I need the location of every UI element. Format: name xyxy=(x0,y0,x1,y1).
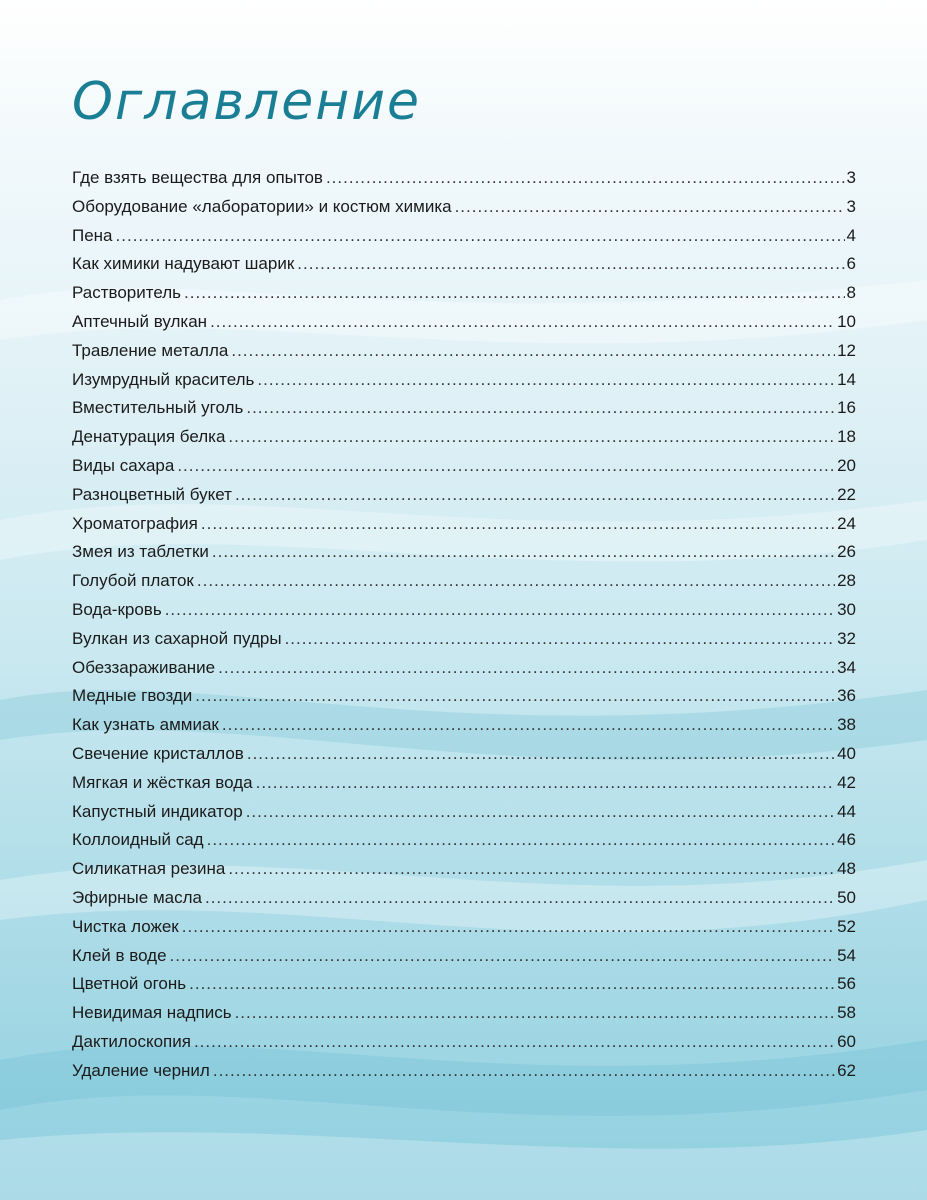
toc-entry-title: Денатурация белка xyxy=(72,427,226,447)
toc-entry-page: 6 xyxy=(846,254,856,274)
toc-entry[interactable] xyxy=(72,917,856,946)
toc-entry[interactable] xyxy=(72,485,856,514)
toc-entry-title: Мягкая и жёсткая вода xyxy=(72,772,253,792)
dot-leader xyxy=(210,312,835,332)
toc-entry-title: Разноцветный букет xyxy=(72,484,232,504)
toc-entry-page: 58 xyxy=(837,1003,856,1023)
page-title: Оглавление xyxy=(72,72,422,132)
toc-entry-page: 36 xyxy=(837,686,856,706)
toc-entry[interactable] xyxy=(72,197,856,226)
dot-leader xyxy=(218,658,835,678)
dot-leader xyxy=(194,1032,835,1052)
dot-leader xyxy=(170,946,836,966)
dot-leader xyxy=(189,974,835,994)
dot-leader xyxy=(184,283,845,303)
dot-leader xyxy=(116,226,845,246)
dot-leader xyxy=(326,168,845,188)
toc-entry-page: 60 xyxy=(837,1031,856,1051)
toc-entry[interactable] xyxy=(72,398,856,427)
toc-entry-title: Медные гвозди xyxy=(72,686,193,706)
toc-entry[interactable] xyxy=(72,888,856,917)
dot-leader xyxy=(235,485,835,505)
toc-entry-page: 34 xyxy=(837,657,856,677)
toc-entry[interactable] xyxy=(72,456,856,485)
toc-entry-title: Аптечный вулкан xyxy=(72,311,208,331)
toc-entry-title: Пена xyxy=(72,225,113,245)
toc-entry-page: 32 xyxy=(837,628,856,648)
dot-leader xyxy=(246,398,835,418)
dot-leader xyxy=(205,888,835,908)
toc-entry-title: Голубой платок xyxy=(72,571,194,591)
toc-entry[interactable] xyxy=(72,974,856,1003)
toc-entry[interactable] xyxy=(72,370,856,399)
toc-entry-page: 44 xyxy=(837,801,856,821)
dot-leader xyxy=(222,715,835,735)
toc-entry[interactable] xyxy=(72,168,856,197)
dot-leader xyxy=(177,456,835,476)
toc-entry[interactable] xyxy=(72,341,856,370)
toc-entry-page: 12 xyxy=(837,340,856,360)
toc-entry-title: Вместительный уголь xyxy=(72,398,244,418)
toc-entry[interactable] xyxy=(72,312,856,341)
dot-leader xyxy=(246,802,835,822)
toc-entry-title: Клей в воде xyxy=(72,945,167,965)
table-of-contents xyxy=(72,168,856,1090)
dot-leader xyxy=(165,600,835,620)
toc-entry[interactable] xyxy=(72,859,856,888)
toc-entry-page: 10 xyxy=(837,311,856,331)
toc-entry[interactable] xyxy=(72,946,856,975)
toc-entry-title: Где взять вещества для опытов xyxy=(72,168,323,187)
toc-entry[interactable] xyxy=(72,830,856,859)
dot-leader xyxy=(182,917,835,937)
toc-entry-page: 62 xyxy=(837,1060,856,1080)
toc-entry-page: 4 xyxy=(846,225,856,245)
toc-entry[interactable] xyxy=(72,514,856,543)
dot-leader xyxy=(247,744,835,764)
dot-leader xyxy=(213,1061,835,1081)
toc-entry-page: 24 xyxy=(837,513,856,533)
toc-entry-page: 28 xyxy=(837,571,856,591)
toc-entry[interactable] xyxy=(72,686,856,715)
toc-entry-title: Вода-кровь xyxy=(72,599,162,619)
dot-leader xyxy=(285,629,836,649)
toc-entry-title: Оборудование «лаборатории» и костюм химика xyxy=(72,196,452,216)
dot-leader xyxy=(197,571,835,591)
toc-entry-title: Невидимая надпись xyxy=(72,1003,232,1023)
toc-entry-title: Коллоидный сад xyxy=(72,830,204,850)
toc-entry-page: 22 xyxy=(837,484,856,504)
toc-entry-title: Свечение кристаллов xyxy=(72,743,244,763)
dot-leader xyxy=(256,773,835,793)
toc-entry[interactable] xyxy=(72,226,856,255)
toc-entry-title: Капустный индикатор xyxy=(72,801,243,821)
toc-entry-title: Эфирные масла xyxy=(72,887,202,907)
toc-entry[interactable] xyxy=(72,600,856,629)
toc-entry-page: 42 xyxy=(837,772,856,792)
toc-entry-page: 56 xyxy=(837,974,856,994)
toc-entry-page: 20 xyxy=(837,455,856,475)
toc-entry[interactable] xyxy=(72,715,856,744)
dot-leader xyxy=(207,830,835,850)
toc-entry-title: Хроматография xyxy=(72,513,198,533)
toc-entry-page: 48 xyxy=(837,859,856,879)
toc-entry-page: 52 xyxy=(837,916,856,936)
toc-entry-page: 38 xyxy=(837,715,856,735)
toc-entry-page: 18 xyxy=(837,427,856,447)
toc-entry[interactable] xyxy=(72,283,856,312)
toc-entry[interactable] xyxy=(72,658,856,687)
toc-entry[interactable] xyxy=(72,1003,856,1032)
toc-entry[interactable] xyxy=(72,254,856,283)
toc-entry-page: 3 xyxy=(846,196,856,216)
toc-entry[interactable] xyxy=(72,571,856,600)
toc-entry[interactable] xyxy=(72,773,856,802)
toc-entry-title: Как узнать аммиак xyxy=(72,715,219,735)
toc-entry-page: 30 xyxy=(837,599,856,619)
toc-entry-title: Изумрудный краситель xyxy=(72,369,255,389)
toc-entry[interactable] xyxy=(72,427,856,456)
toc-entry-page: 3 xyxy=(846,168,856,187)
toc-entry[interactable] xyxy=(72,629,856,658)
toc-entry-page: 40 xyxy=(837,743,856,763)
dot-leader xyxy=(228,859,835,879)
toc-entry-title: Змея из таблетки xyxy=(72,542,209,562)
toc-entry-page: 8 xyxy=(846,283,856,303)
toc-entry-title: Вулкан из сахарной пудры xyxy=(72,628,282,648)
toc-entry-title: Удаление чернил xyxy=(72,1060,210,1080)
toc-entry[interactable] xyxy=(72,1061,856,1090)
toc-entry-title: Силикатная резина xyxy=(72,859,226,879)
toc-entry-title: Чистка ложек xyxy=(72,916,179,936)
toc-entry-title: Виды сахара xyxy=(72,455,175,475)
dot-leader xyxy=(231,341,835,361)
dot-leader xyxy=(297,254,844,274)
toc-entry-page: 16 xyxy=(837,398,856,418)
toc-entry-title: Травление металла xyxy=(72,340,229,360)
toc-entry-page: 14 xyxy=(837,369,856,389)
toc-entry-title: Растворитель xyxy=(72,283,182,303)
dot-leader xyxy=(195,686,835,706)
toc-entry-title: Цветной огонь xyxy=(72,974,187,994)
toc-entry[interactable] xyxy=(72,802,856,831)
toc-entry[interactable] xyxy=(72,542,856,571)
toc-entry-page: 26 xyxy=(837,542,856,562)
toc-entry[interactable] xyxy=(72,1032,856,1061)
dot-leader xyxy=(201,514,835,534)
dot-leader xyxy=(235,1003,836,1023)
toc-entry-title: Обеззараживание xyxy=(72,657,216,677)
toc-entry-title: Как химики надувают шарик xyxy=(72,254,295,274)
toc-entry-title: Дактилоскопия xyxy=(72,1031,191,1051)
dot-leader xyxy=(212,542,835,562)
dot-leader xyxy=(257,370,835,390)
toc-entry-page: 50 xyxy=(837,887,856,907)
toc-entry-page: 46 xyxy=(837,830,856,850)
dot-leader xyxy=(455,197,845,217)
toc-entry-page: 54 xyxy=(837,945,856,965)
dot-leader xyxy=(228,427,835,447)
toc-entry[interactable] xyxy=(72,744,856,773)
